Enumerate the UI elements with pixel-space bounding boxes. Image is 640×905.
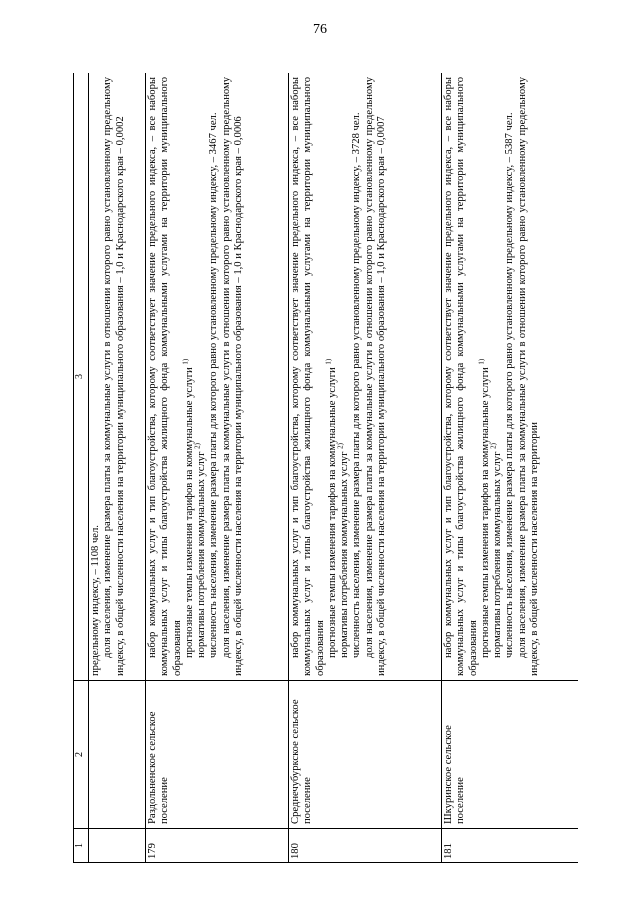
row-number: 179 (146, 829, 289, 863)
row-number-cell (89, 829, 146, 863)
settlement-name: Среднечубуркское сельское поселение (289, 681, 442, 829)
footnote-ref: 2) (489, 443, 498, 449)
utility-set-text: набор коммунальных услуг и тип благоустройства, которому соответствует значение предельного индекса, – все наборы коммунальных услуг и типы благоустройства жилищного фонда коммунальными услугами на территории муниципального образования (147, 77, 183, 676)
utility-set-text: набор коммунальных услуг и тип благоустройства, которому соответствует значение предельного индекса, – все наборы коммунальных услуг и типы благоустройства жилищного фонда коммунальными услугами на территории муниципального образования (290, 77, 326, 676)
description-cell (442, 73, 579, 681)
description-cell (146, 73, 289, 681)
tariffs-line (477, 77, 492, 676)
norms-line (336, 77, 351, 676)
share-text: доля населения, изменение размера платы за коммунальные услуги в отношении которого равно установленному предельному индексу, в общей численности населения на территории (516, 77, 541, 676)
table-row (146, 73, 289, 863)
indices-table (73, 73, 578, 863)
tariffs-text: прогнозные темпы изменения тарифов на коммунальные услуги (326, 367, 338, 658)
table-row (289, 73, 442, 863)
tariffs-line (181, 77, 196, 676)
population-text: численность населения, изменение размера платы для которого равно установленному предельному индексу, – 3728 чел. (351, 112, 363, 658)
footnote-ref: 1) (181, 358, 190, 365)
tariffs-text: прогнозные темпы изменения тарифов на коммунальные услуги (183, 367, 195, 658)
header-col-3: 3 (74, 73, 89, 681)
tariffs-line (324, 77, 339, 676)
share-text: доля населения, изменение размера платы за коммунальные услуги в отношении которого равно установленному предельному индексу, в общей численности населения на территории муниципального образования – 1,0 и Краснодарского края – 0,0007 (363, 77, 388, 676)
population-text: численность населения, изменение размера платы для которого равно установленному предельному индексу, – 5387 чел. (504, 112, 516, 658)
population-line: предельному индексу, – 1108 чел. (90, 525, 101, 676)
footnote-ref: 2) (193, 443, 202, 449)
norms-line (193, 77, 208, 676)
table-viewport (73, 73, 578, 863)
norms-text: нормативы потребления коммунальных услуг (196, 451, 208, 658)
header-col-1: 1 (74, 829, 89, 863)
norms-text: нормативы потребления коммунальных услуг (492, 451, 504, 658)
description-cell (289, 73, 442, 681)
footnote-ref: 1) (324, 358, 333, 365)
footnote-ref: 1) (477, 358, 486, 365)
tariffs-text: прогнозные темпы изменения тарифов на коммунальные услуги (479, 367, 491, 658)
settlement-name: Раздольненское сельское поселение (146, 681, 289, 829)
table-row (442, 73, 579, 863)
norms-text: нормативы потребления коммунальных услуг (339, 451, 351, 658)
rotated-table-container (73, 73, 578, 863)
page-number: 76 (313, 22, 327, 37)
row-number: 180 (289, 829, 442, 863)
footnote-ref: 2) (336, 443, 345, 449)
header-col-2: 2 (74, 681, 89, 829)
row-number: 181 (442, 829, 579, 863)
population-text: численность населения, изменение размера платы для которого равно установленному предельному индексу, – 3467 чел. (208, 112, 220, 658)
description-cell (89, 73, 146, 681)
share-text: доля населения, изменение размера платы за коммунальные услуги в отношении которого равно установленному предельному индексу, в общей численности населения на территории муниципального образования – 1,0 и Краснодарского края – 0,0006 (220, 77, 245, 676)
norms-line (489, 77, 504, 676)
table-row-continuation (89, 73, 146, 863)
settlement-name-cell (89, 681, 146, 829)
settlement-name: Шкуринское сельское поселение (442, 681, 579, 829)
table-header-row (74, 73, 89, 863)
utility-set-text: набор коммунальных услуг и тип благоустройства, которому соответствует значение предельного индекса, – все наборы коммунальных услуг и типы благоустройства жилищного фонда коммунальными услугами на территории муниципального образования (443, 77, 479, 676)
share-line: доля населения, изменение размера платы за коммунальные услуги в отношении которого равно установленному предельному индексу, в общей численности населения на территории муниципального образования – 1,0 и Краснодарского края – 0,0002 (102, 77, 126, 676)
